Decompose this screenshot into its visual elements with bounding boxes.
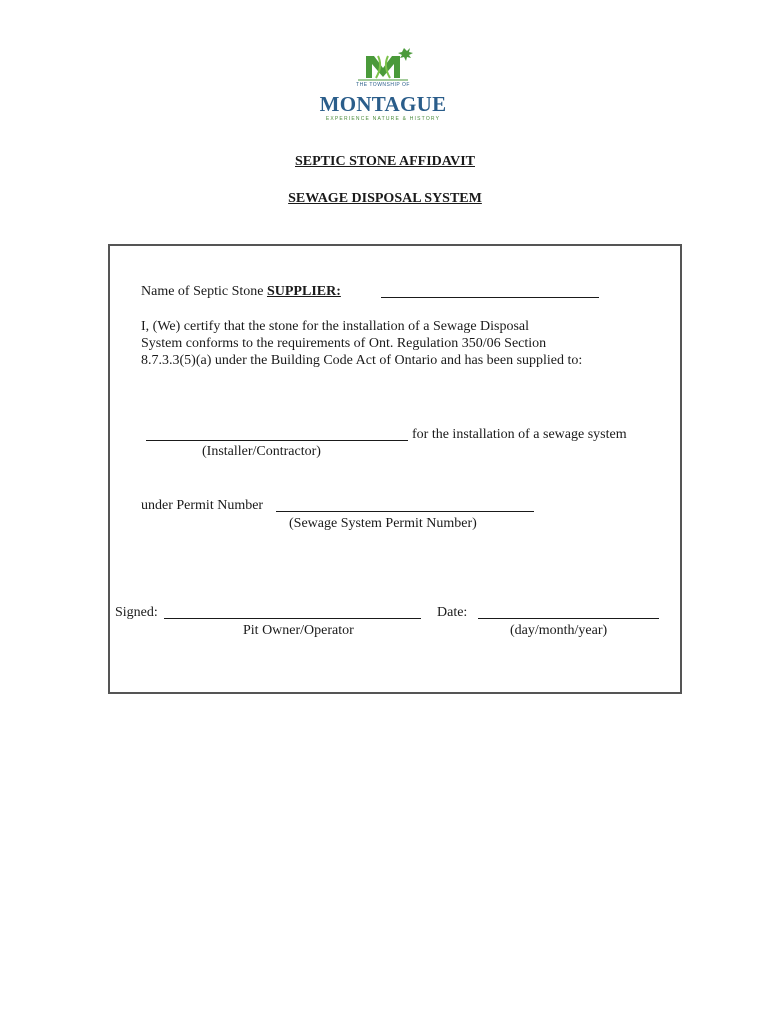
montague-m-emblem-icon: [318, 44, 448, 84]
certify-line: 8.7.3.3(5)(a) under the Building Code Act of Ontario and has been supplied to:: [141, 353, 583, 368]
certify-line: I, (We) certify that the stone for the installation of a Sewage Disposal: [141, 319, 530, 334]
document-title: SEPTIC STONE AFFIDAVIT: [295, 154, 475, 169]
date-label: Date:: [437, 605, 468, 620]
signature-field[interactable]: [164, 618, 421, 619]
signed-label: Signed:: [115, 605, 158, 620]
logo-township-text: THE TOWNSHIP OF: [356, 82, 410, 88]
certification-paragraph: [141, 318, 641, 369]
installer-suffix-text: for the installation of a sewage system: [412, 427, 627, 442]
date-field[interactable]: [478, 618, 659, 619]
document-subtitle: SEWAGE DISPOSAL SYSTEM: [288, 191, 482, 206]
permit-label: under Permit Number: [141, 498, 264, 513]
supplier-name-field[interactable]: [381, 297, 599, 298]
supplier-label: [141, 283, 341, 300]
certify-line: System conforms to the requirements of Ont. Regulation 350/06 Section: [141, 336, 547, 351]
permit-number-field[interactable]: [276, 511, 534, 512]
signed-caption: Pit Owner/Operator: [243, 623, 354, 638]
logo-tagline: EXPERIENCE NATURE & HISTORY: [325, 116, 441, 122]
installer-caption: (Installer/Contractor): [202, 444, 321, 459]
township-logo: [318, 44, 448, 126]
date-caption: (day/month/year): [510, 623, 608, 638]
supplier-prefix-text: Name of Septic Stone: [141, 284, 267, 299]
installer-contractor-field[interactable]: [146, 440, 408, 441]
supplier-bold-label: SUPPLIER:: [266, 284, 341, 299]
logo-name: MONTAGUE: [319, 92, 447, 116]
permit-caption: (Sewage System Permit Number): [289, 516, 477, 531]
